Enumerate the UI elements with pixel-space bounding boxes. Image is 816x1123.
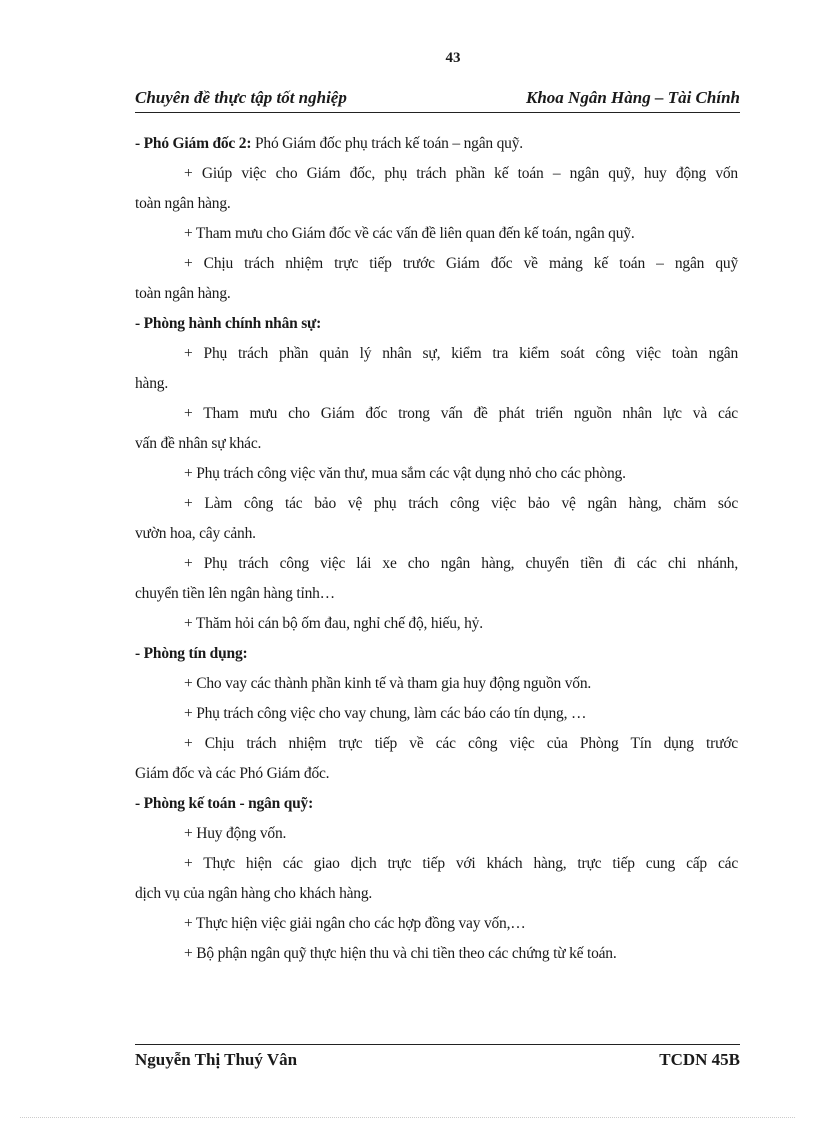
body-line: + Thăm hỏi cán bộ ốm đau, nghỉ chế độ, hiếu, hỷ. (184, 615, 483, 632)
page-header (135, 88, 740, 113)
header-department: Khoa Ngân Hàng – Tài Chính (526, 88, 740, 107)
body-line: vấn đề nhân sự khác. (135, 435, 262, 452)
page-number: 43 (445, 50, 461, 66)
body-line: + Huy động vốn. (184, 825, 287, 842)
body-line: + Phụ trách công việc cho vay chung, làm các báo cáo tín dụng, … (184, 705, 587, 722)
body-line: dịch vụ của ngân hàng cho khách hàng. (135, 885, 373, 902)
body-line: + Phụ trách công việc văn thư, mua sắm các vật dụng nhỏ cho các phòng. (184, 465, 626, 482)
body-line: chuyển tiền lên ngân hàng tỉnh… (135, 585, 335, 602)
body-line: + Tham mưu cho Giám đốc trong vấn đề phát triển nguồn nhân lực và các (184, 405, 738, 422)
body-line: + Chịu trách nhiệm trực tiếp về các công việc của Phòng Tín dụng trước (184, 735, 738, 752)
body-line: + Thực hiện các giao dịch trực tiếp với khách hàng, trực tiếp cung cấp các (184, 855, 738, 872)
body-text (135, 131, 738, 971)
section-heading: - Phòng tín dụng: (135, 645, 248, 662)
footer-class: TCDN 45B (659, 1050, 740, 1069)
footer-author: Nguyễn Thị Thuý Vân (135, 1050, 298, 1069)
body-line: - Phó Giám đốc 2: Phó Giám đốc phụ trách kế toán – ngân quỹ. (135, 135, 523, 152)
section-heading: - Phòng hành chính nhân sự: (135, 315, 322, 332)
body-line: + Thực hiện việc giải ngân cho các hợp đồng vay vốn,… (184, 915, 526, 932)
body-line: Giám đốc và các Phó Giám đốc. (135, 765, 330, 782)
body-line: hàng. (135, 375, 169, 392)
body-line: + Cho vay các thành phần kinh tế và tham gia huy động nguồn vốn. (184, 675, 592, 692)
body-line: + Phụ trách công việc lái xe cho ngân hàng, chuyển tiền đi các chi nhánh, (184, 555, 738, 572)
body-line: + Chịu trách nhiệm trực tiếp trước Giám đốc về mảng kế toán – ngân quỹ (184, 255, 738, 272)
body-line: + Tham mưu cho Giám đốc về các vấn đề liên quan đến kế toán, ngân quỹ. (184, 225, 635, 242)
body-line: + Làm công tác bảo vệ phụ trách công việc bảo vệ ngân hàng, chăm sóc (184, 495, 738, 512)
body-line: + Bộ phận ngân quỹ thực hiện thu và chi tiền theo các chứng từ kế toán. (184, 945, 617, 962)
body-line: + Phụ trách phần quản lý nhân sự, kiểm tra kiểm soát công việc toàn ngân (184, 345, 738, 362)
section-heading: - Phòng kế toán - ngân quỹ: (135, 795, 314, 812)
body-line: vườn hoa, cây cảnh. (135, 525, 256, 542)
body-line: + Giúp việc cho Giám đốc, phụ trách phần kế toán – ngân quỹ, huy động vốn (184, 165, 738, 182)
page-bottom-divider (20, 1117, 795, 1118)
body-line: toàn ngân hàng. (135, 195, 231, 212)
body-line: toàn ngân hàng. (135, 285, 231, 302)
page-footer (135, 1044, 740, 1075)
header-title: Chuyên đề thực tập tốt nghiệp (135, 88, 347, 107)
